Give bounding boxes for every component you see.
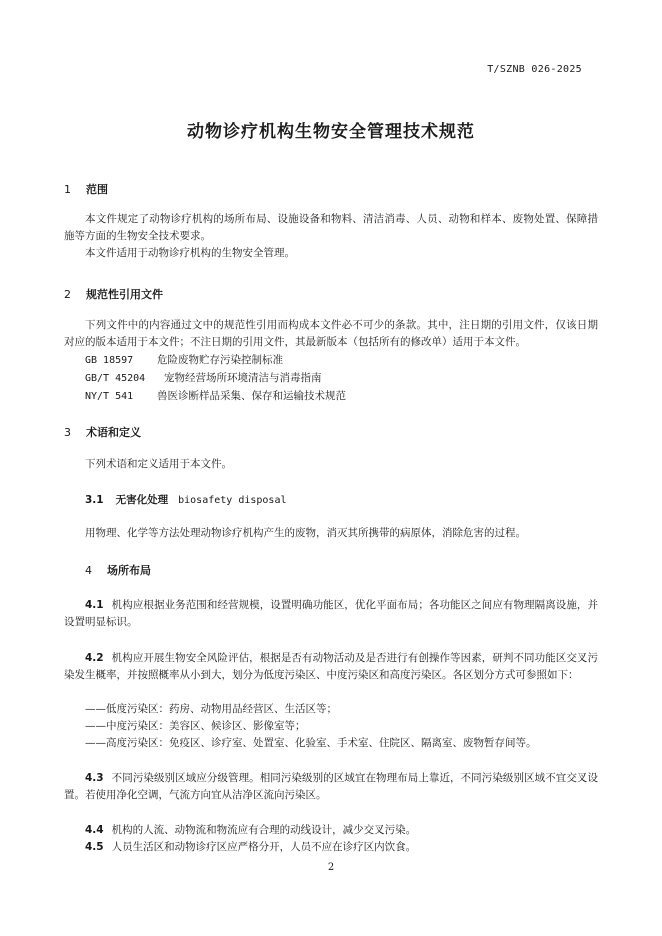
clause-text: 机构的人流、动物流和物流应有合理的动线设计，减少交叉污染。 bbox=[111, 824, 417, 836]
reference-item bbox=[85, 352, 283, 367]
clause-4-3 bbox=[64, 770, 598, 804]
clause-text: 机构应根据业务范围和经营规模，设置明确功能区，优化平面布局；各功能区之间应有物理隔离设施，并设置明显标识。 bbox=[64, 599, 598, 628]
clause-4-5 bbox=[64, 839, 598, 856]
reference-code: GB/T 45204 bbox=[85, 373, 146, 384]
section-title: 术语和定义 bbox=[86, 426, 141, 439]
clause-number: 4.1 bbox=[85, 599, 104, 611]
clause-number: 4.5 bbox=[85, 841, 104, 853]
zone-list-item: ——高度污染区：免疫区、诊疗室、处置室、化验室、手术室、住院区、隔离室、废物暂存间等。 bbox=[85, 737, 537, 749]
paragraph: 下列文件中的内容通过文中的规范性引用而构成本文件必不可少的条款。其中，注日期的引用文件，仅该日期对应的版本适用于本文件；不注日期的引用文件，其最新版本（包括所有的修改单）适用于本文件。 bbox=[64, 319, 598, 348]
standard-number: T/SZNB 026-2025 bbox=[487, 64, 582, 75]
term-english: biosafety disposal bbox=[178, 495, 287, 506]
term-definition: 用物理、化学等方法处理动物诊疗机构产生的废物，消灭其所携带的病原体，消除危害的过程。 bbox=[85, 527, 526, 539]
section-heading-layout bbox=[85, 562, 151, 578]
clause-number: 4.4 bbox=[85, 824, 104, 836]
section-heading-scope bbox=[64, 181, 108, 197]
paragraph: 本文件适用于动物诊疗机构的生物安全管理。 bbox=[85, 247, 295, 259]
reference-item bbox=[85, 388, 346, 403]
section-title: 规范性引用文件 bbox=[86, 288, 163, 301]
clause-number: 4.3 bbox=[85, 772, 104, 784]
clause-text: 人员生活区和动物诊疗区应严格分开，人员不应在诊疗区内饮食。 bbox=[111, 841, 417, 853]
term-number: 3.1 bbox=[85, 494, 104, 506]
section-heading-terms bbox=[64, 424, 141, 440]
clause-number: 4.2 bbox=[85, 652, 104, 664]
term-entry bbox=[85, 492, 286, 507]
clause-text: 机构应开展生物安全风险评估，根据是否有动物活动及是否进行有创操作等因素，研判不同功能区交叉污染发生概率，并按照概率从小到大，划分为低度污染区、中度污染区和高度污染区。各区划分方式可参照如下： bbox=[64, 652, 598, 681]
clause-4-2 bbox=[64, 650, 598, 684]
section-title: 场所布局 bbox=[107, 564, 151, 577]
zone-list-item: ——低度污染区：药房、动物用品经营区、生活区等； bbox=[85, 703, 337, 715]
paragraph: 下列术语和定义适用于本文件。 bbox=[85, 458, 232, 470]
reference-item bbox=[85, 370, 322, 385]
section-title: 范围 bbox=[86, 183, 108, 196]
section-number: 3 bbox=[64, 426, 71, 439]
section-heading-normative-references bbox=[64, 286, 163, 302]
page-number: 2 bbox=[327, 862, 335, 873]
section-number: 2 bbox=[64, 288, 71, 301]
reference-name: 兽医诊断样品采集、保存和运输技术规范 bbox=[157, 390, 346, 402]
section-number: 4 bbox=[85, 564, 92, 577]
paragraph: 本文件规定了动物诊疗机构的场所布局、设施设备和物料、清洁消毒、人员、动物和样本、废物处置、保障措施等方面的生物安全技术要求。 bbox=[64, 213, 598, 242]
document-title: 动物诊疗机构生物安全管理技术规范 bbox=[187, 122, 475, 142]
reference-code: NY/T 541 bbox=[85, 391, 134, 402]
zone-list-item: ——中度污染区：美容区、候诊区、影像室等； bbox=[85, 720, 306, 732]
reference-name: 危险废物贮存污染控制标准 bbox=[157, 354, 283, 366]
clause-text: 不同污染级别区域应分级管理。相同污染级别的区域宜在物理布局上靠近，不同污染级别区域不宜交叉设置。若使用净化空调，气流方向宜从洁净区流向污染区。 bbox=[64, 772, 598, 801]
reference-name: 宠物经营场所环境清洁与消毒指南 bbox=[164, 372, 322, 384]
clause-4-4 bbox=[64, 822, 598, 839]
section-number: 1 bbox=[64, 183, 71, 196]
clause-4-1 bbox=[64, 597, 598, 631]
reference-code: GB 18597 bbox=[85, 355, 134, 366]
term-chinese: 无害化处理 bbox=[115, 494, 169, 506]
